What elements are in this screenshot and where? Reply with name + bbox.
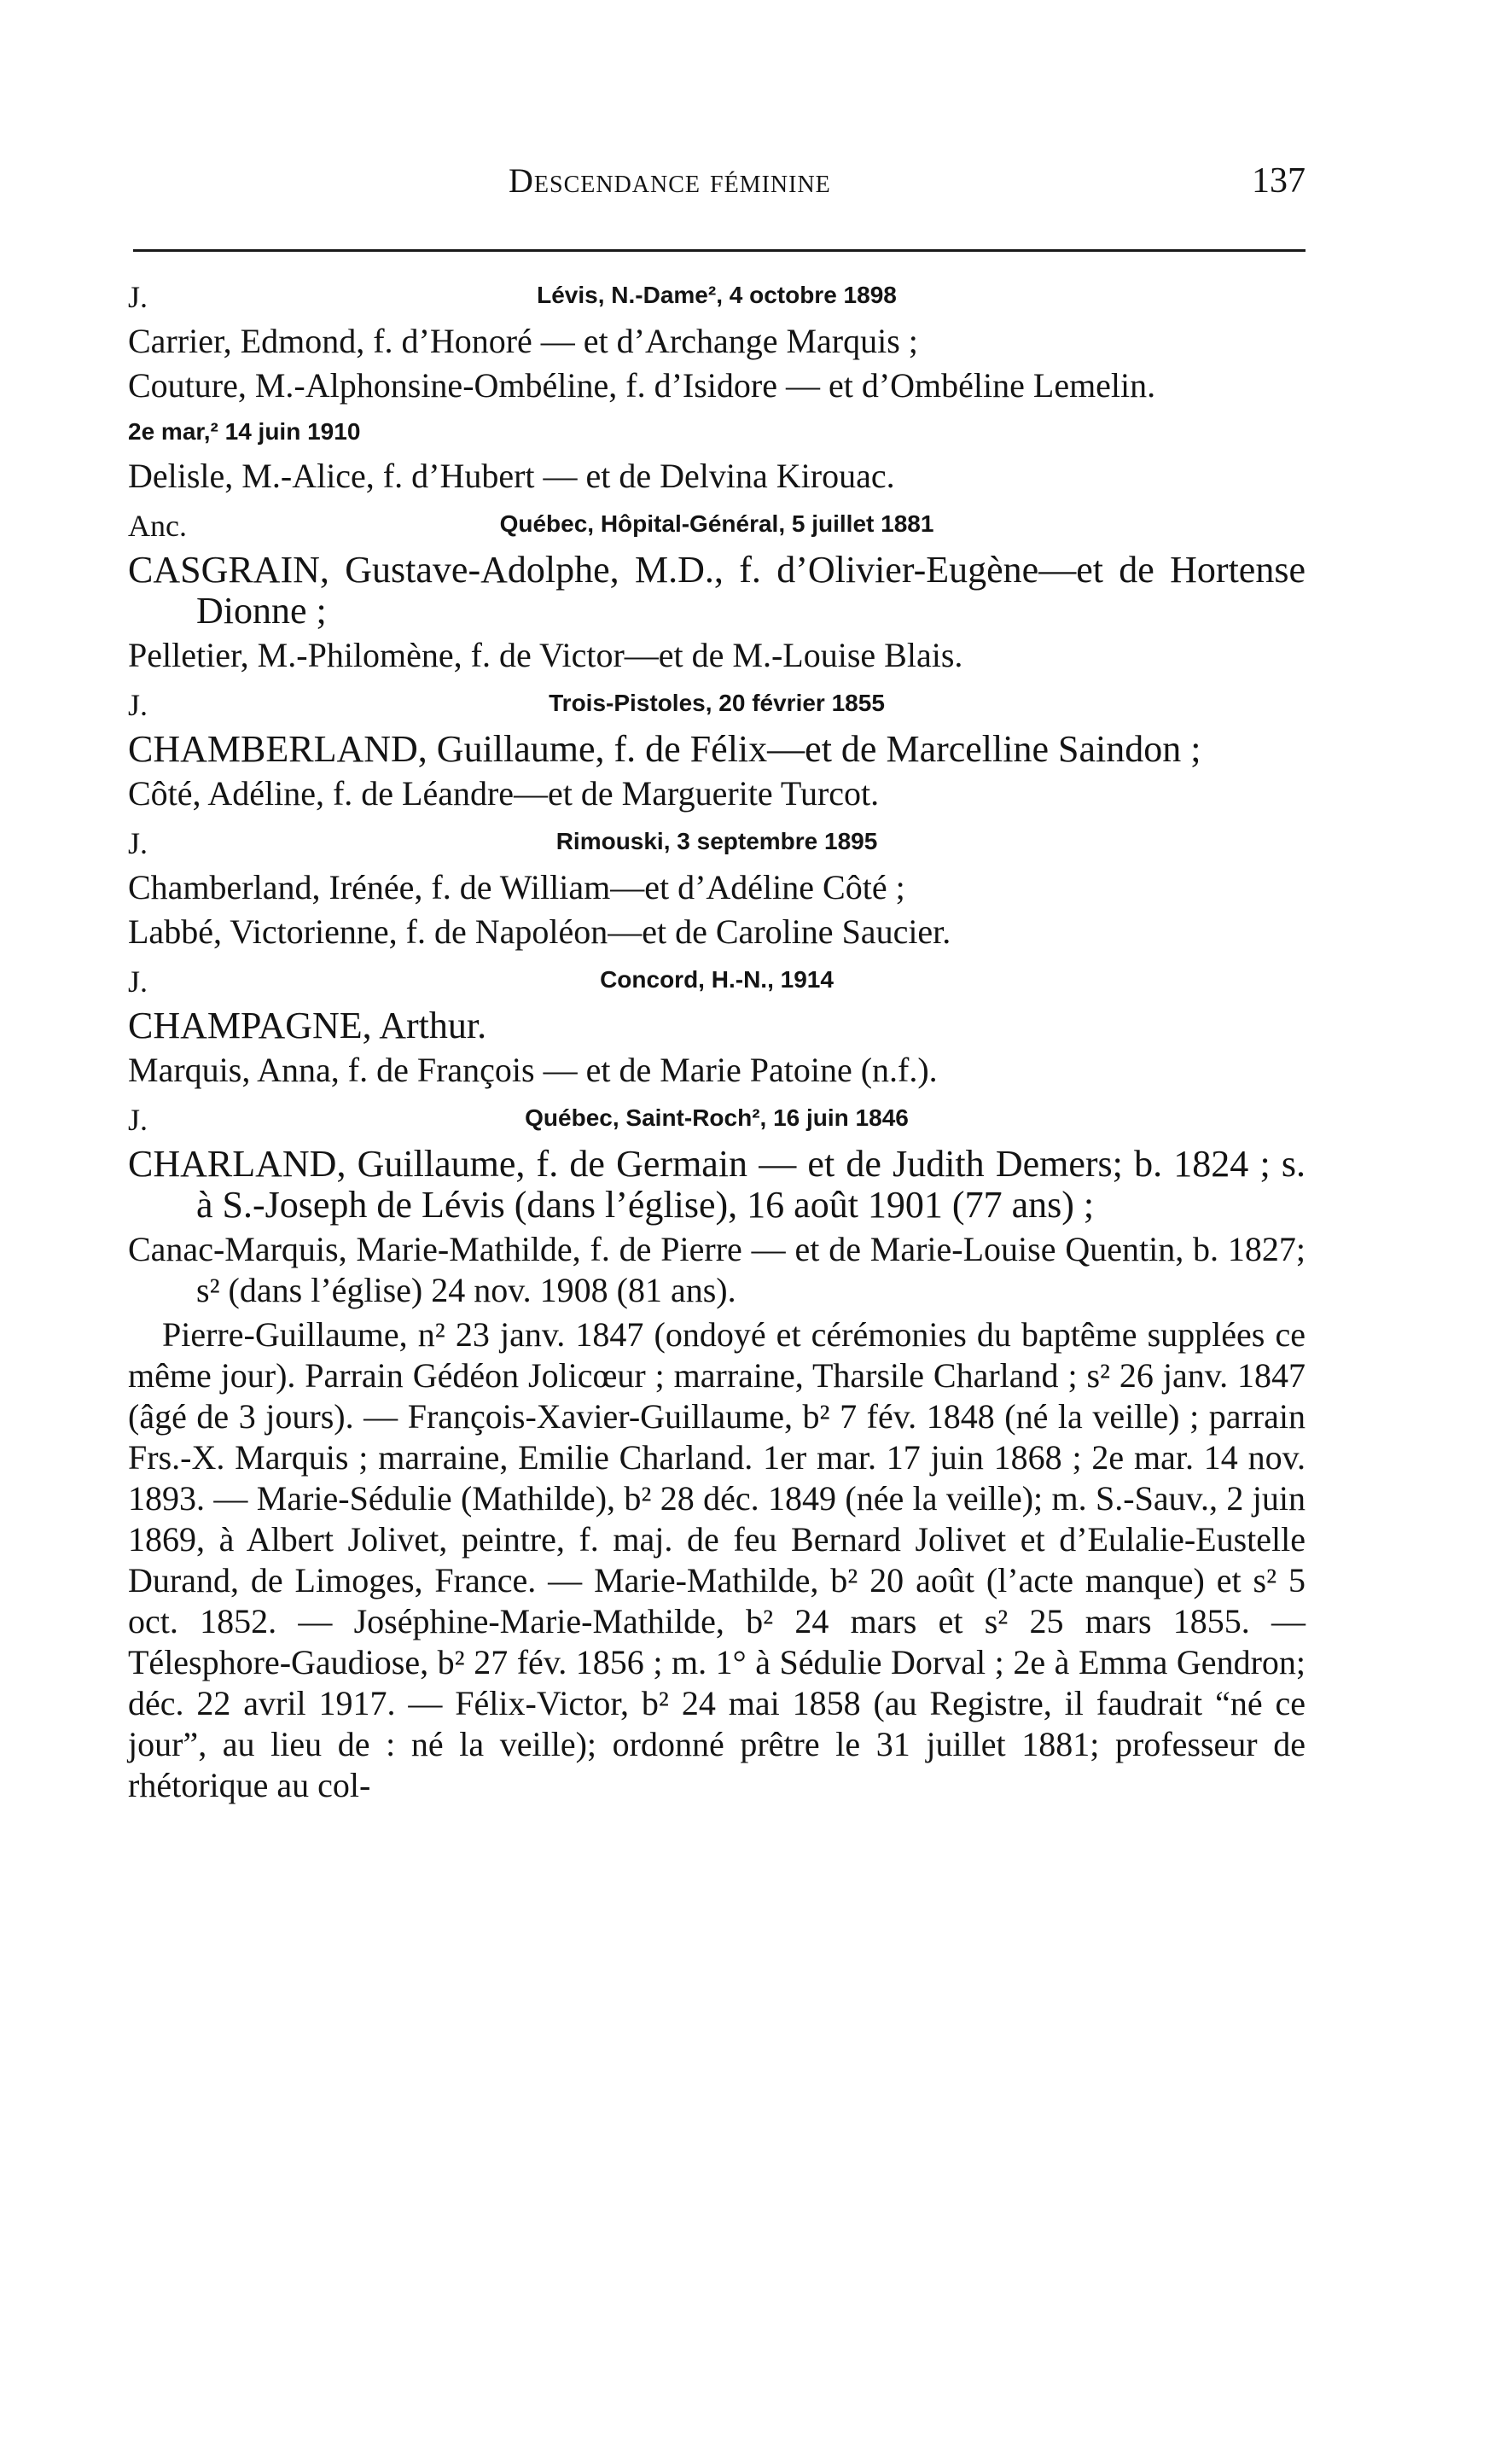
marriage-type: J. (128, 964, 148, 999)
running-title: Descendance féminine (509, 161, 831, 200)
marriage-entry (128, 679, 1306, 814)
place-date: Lévis, N.-Dame², 4 octobre 1898 (537, 282, 897, 308)
place-date: Rimouski, 3 septembre 1895 (555, 828, 878, 854)
husband-line: CHAMPAGNE, Arthur. (128, 1005, 487, 1046)
marriage-type: Anc. (128, 509, 187, 543)
marriage-type: J. (128, 826, 148, 860)
marriage-entry (128, 956, 1306, 1091)
marriage-header (128, 679, 1306, 727)
husband-line: CHAMBERLAND, Guillaume, f. de Félix—et de Marcelline Saindon ; (128, 728, 1201, 770)
marriage-header (128, 1094, 1306, 1142)
remarriage-header (128, 410, 1306, 454)
page-number: 137 (1252, 161, 1306, 201)
children-note: Pierre-Guillaume, n² 23 janv. 1847 (ondoyé et cérémonies du baptême supplées ce même jour). Parrain Gédéon Jolicœur ; marraine, Tharsile Charland ; s² 26 janv. 1847 (âgé de 3 jours). — François-Xavier-Guillaume, b² 7 fév. 1848 (né la veille) ; parrain Frs.-X. Marquis ; marraine, Emilie Charland. 1er mar. 17 juin 1868 ; 2e mar. 14 nov. 1893. — Marie-Sédulie (Mathilde), b² 28 déc. 1849 (née la veille); m. S.-Sauv., 2 juin 1869, à Albert Jolivet, peintre, f. maj. de feu Bernard Jolivet et d’Eulalie-Eustelle Durand, de Limoges, France. — Marie-Mathilde, b² 20 août (l’acte manque) et s² 5 oct. 1852. — Joséphine-Marie-Mathilde, b² 24 mars et s² 25 mars 1855. — Télesphore-Gaudiose, b² 27 fév. 1856 ; m. 1° à Sédulie Dorval ; 2e à Emma Gendron; déc. 22 avril 1917. — Félix-Victor, b² 24 mai 1858 (au Registre, il faudrait “né ce jour”, au lieu de : né la veille); ordonné prêtre le 31 juillet 1881; professeur de rhétorique au col- (128, 1315, 1306, 1804)
marriage-type: J. (128, 688, 148, 722)
marriage-header (128, 271, 1306, 319)
remarriage-date: 2e mar,² 14 juin 1910 (128, 418, 361, 445)
marriage-header (128, 818, 1306, 865)
second-spouse-line: Delisle, M.-Alice, f. d’Hubert — et de Delvina Kirouac. (128, 457, 895, 495)
document-body (128, 271, 1306, 1809)
place-date: Québec, Saint-Roch², 16 juin 1846 (525, 1104, 909, 1131)
wife-line: Canac-Marquis, Marie-Mathilde, f. de Pierre — et de Marie-Louise Quentin, b. 1827; s² (dans l’église) 24 nov. 1908 (81 ans). (128, 1230, 1306, 1309)
wife-line: Labbé, Victorienne, f. de Napoléon—et de Caroline Saucier. (128, 912, 951, 951)
marriage-entry (128, 271, 1306, 497)
marriage-entry (128, 818, 1306, 953)
wife-line: Couture, M.-Alphonsine-Ombéline, f. d’Isidore — et d’Ombéline Lemelin. (128, 366, 1156, 405)
marriage-header (128, 500, 1306, 548)
marriage-header (128, 956, 1306, 1004)
husband-line: CASGRAIN, Gustave-Adolphe, M.D., f. d’Olivier-Eugène—et de Hortense Dionne ; (128, 549, 1306, 632)
wife-line: Pelletier, M.-Philomène, f. de Victor—et de M.-Louise Blais. (128, 636, 963, 674)
place-date: Trois-Pistoles, 20 février 1855 (549, 690, 885, 716)
page-header (128, 160, 1306, 212)
husband-line: Carrier, Edmond, f. d’Honoré — et d’Archange Marquis ; (128, 322, 918, 360)
marriage-entry (128, 500, 1306, 676)
header-rule (133, 249, 1306, 252)
marriage-type: J. (128, 1103, 148, 1137)
wife-line: Marquis, Anna, f. de François — et de Marie Patoine (n.f.). (128, 1051, 938, 1089)
husband-line: Chamberland, Irénée, f. de William—et d’Adéline Côté ; (128, 868, 905, 906)
marriage-entry (128, 1094, 1306, 1806)
place-date: Concord, H.-N., 1914 (600, 966, 834, 993)
place-date: Québec, Hôpital-Général, 5 juillet 1881 (499, 510, 934, 537)
wife-line: Côté, Adéline, f. de Léandre—et de Marguerite Turcot. (128, 774, 880, 813)
husband-line: CHARLAND, Guillaume, f. de Germain — et de Judith Demers; b. 1824 ; s. à S.-Joseph de Lévis (dans l’église), 16 août 1901 (77 ans) ; (128, 1143, 1306, 1226)
document-page (128, 0, 1306, 2453)
marriage-type: J. (128, 280, 148, 314)
